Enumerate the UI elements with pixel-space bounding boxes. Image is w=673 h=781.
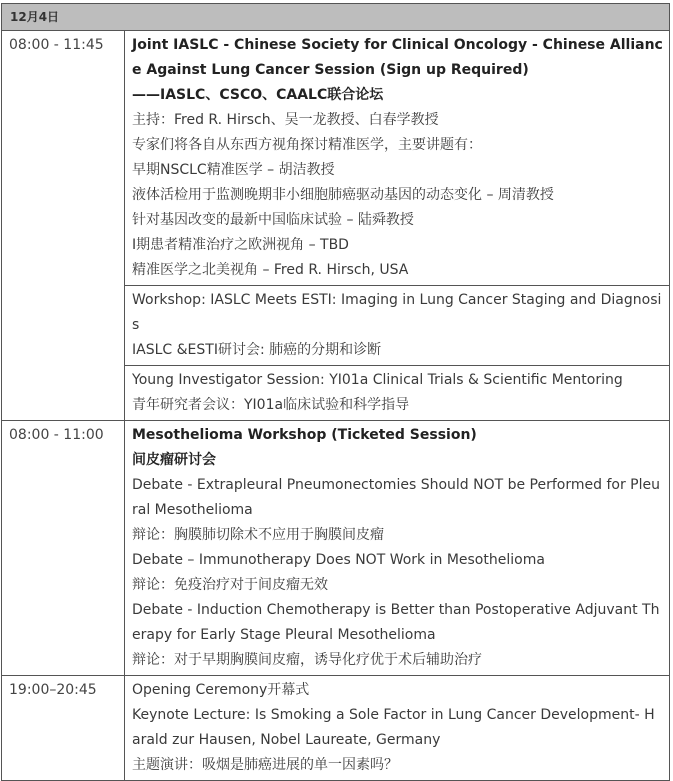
list-item: Young Investigator Session: YI01a Clinical Trials & Scientific Mentoring	[132, 372, 623, 388]
list-item: Debate – Immunotherapy Does NOT Work in Mesothelioma	[132, 552, 545, 568]
session-block	[125, 31, 669, 285]
session-cell	[125, 676, 670, 781]
list-item: 专家们将各自从东西方视角探讨精准医学，主要讲题有：	[132, 137, 482, 153]
schedule-table	[1, 3, 670, 781]
list-item: 主题演讲：吸烟是肺癌进展的单一因素吗？	[132, 757, 398, 773]
session-cell	[125, 421, 670, 676]
time-slot: 08:00 - 11:45	[2, 31, 125, 421]
list-item: 液体活检用于监测晚期非小细胞肺癌驱动基因的动态变化 – 周清教授	[132, 187, 554, 203]
list-item: IASLC &ESTI研讨会: 肺癌的分期和诊断	[132, 342, 382, 358]
list-item: 辩论：胸膜肺切除术不应用于胸膜间皮瘤	[132, 527, 384, 543]
list-item: 辩论：对于早期胸膜间皮瘤，诱导化疗优于术后辅助治疗	[132, 652, 482, 668]
table-row	[2, 421, 670, 676]
session-block	[125, 285, 669, 365]
session-block	[125, 676, 669, 780]
list-item: 精准医学之北美视角 – Fred R. Hirsch, USA	[132, 262, 409, 278]
list-item: Workshop: IASLC Meets ESTI: Imaging in Lung Cancer Staging and Diagnosis	[132, 292, 662, 333]
date-header-row	[2, 4, 670, 31]
session-title: Joint IASLC - Chinese Society for Clinical Oncology - Chinese Alliance Against Lung Cancer Session (Sign up Required)	[132, 37, 663, 78]
session-title: Mesothelioma Workshop (Ticketed Session)	[132, 427, 477, 443]
time-slot: 19:00–20:45	[2, 676, 125, 781]
session-block	[125, 365, 669, 420]
list-item: Opening Ceremony开幕式	[132, 682, 310, 698]
date-header: 12月4日	[2, 4, 670, 31]
list-item: 辩论：免疫治疗对于间皮瘤无效	[132, 577, 328, 593]
list-item: 针对基因改变的最新中国临床试验 – 陆舜教授	[132, 212, 414, 228]
list-item: 青年研究者会议：YI01a临床试验和科学指导	[132, 397, 410, 413]
session-cell	[125, 31, 670, 421]
session-subtitle: 间皮瘤研讨会	[132, 452, 216, 468]
time-slot: 08:00 - 11:00	[2, 421, 125, 676]
list-item: Debate - Induction Chemotherapy is Better than Postoperative Adjuvant Therapy for Early Stage Pleural Mesothelioma	[132, 602, 660, 643]
session-block	[125, 421, 669, 675]
list-item: I期患者精准治疗之欧洲视角 – TBD	[132, 237, 349, 253]
session-subtitle: ——IASLC、CSCO、CAALC联合论坛	[132, 87, 384, 103]
table-row	[2, 676, 670, 781]
list-item: Debate - Extrapleural Pneumonectomies Should NOT be Performed for Pleural Mesothelioma	[132, 477, 660, 518]
list-item: 早期NSCLC精准医学 – 胡洁教授	[132, 162, 335, 178]
table-row	[2, 31, 670, 421]
list-item: Keynote Lecture: Is Smoking a Sole Factor in Lung Cancer Development- Harald zur Hausen, Nobel Laureate, Germany	[132, 707, 655, 748]
list-item: 主持：Fred R. Hirsch、吴一龙教授、白春学教授	[132, 112, 439, 128]
